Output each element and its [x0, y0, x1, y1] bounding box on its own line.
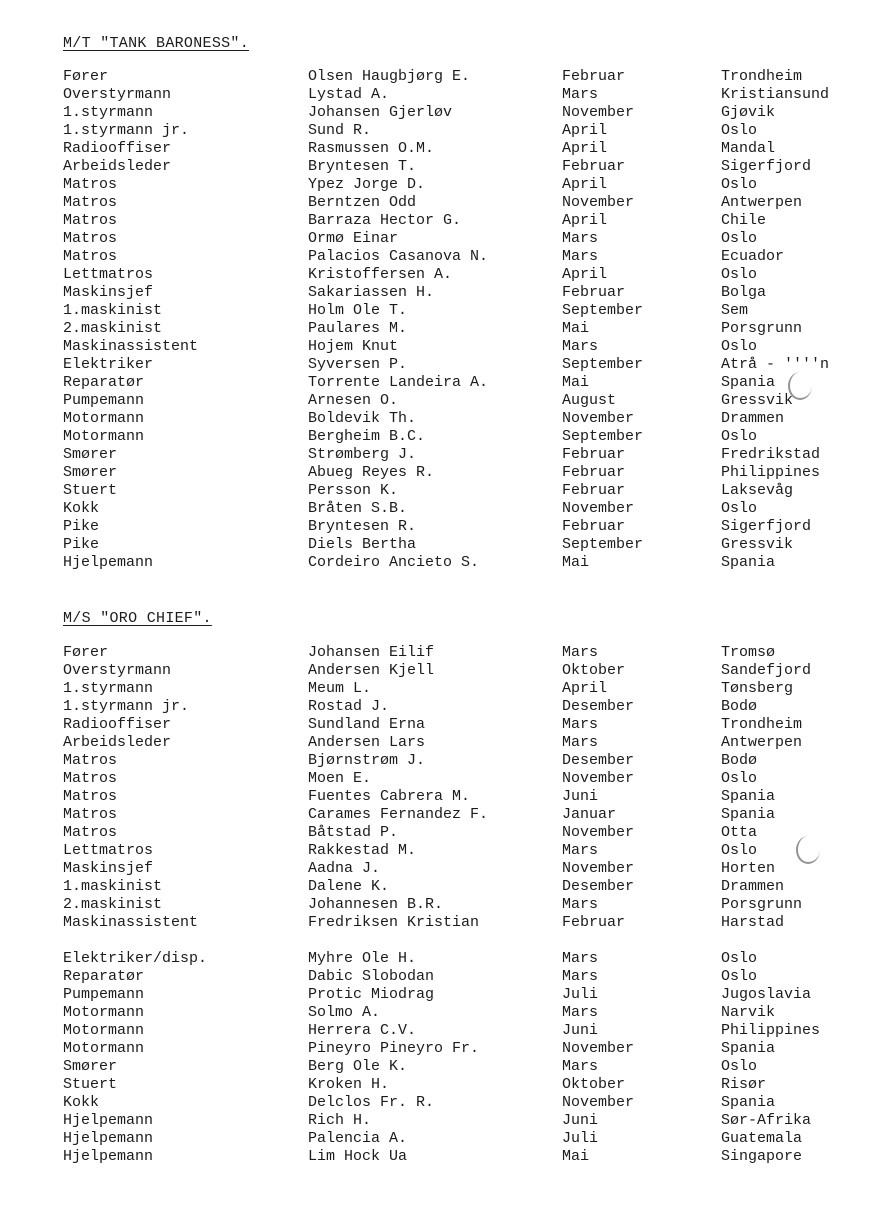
crew-hometown: Jugoslavia — [721, 986, 812, 1003]
crew-month: November — [562, 770, 635, 787]
crew-month: Desember — [562, 878, 635, 895]
crew-hometown: Oslo — [721, 266, 758, 283]
crew-rank: Elektriker/disp. — [63, 950, 208, 967]
crew-row — [63, 410, 863, 428]
crew-hometown: Oslo — [721, 1058, 758, 1075]
crew-rank: Fører — [63, 644, 109, 661]
crew-rank: Pike — [63, 536, 100, 553]
crew-row — [63, 788, 863, 806]
crew-name: Hojem Knut — [308, 338, 399, 355]
punch-hole-mark — [796, 836, 820, 864]
crew-hometown: Bodø — [721, 698, 758, 715]
crew-name: Sundland Erna — [308, 716, 426, 733]
crew-hometown: Atrå - ''''n — [721, 356, 830, 373]
crew-row — [63, 914, 863, 932]
crew-rank: 2.maskinist — [63, 896, 163, 913]
crew-row — [63, 392, 863, 410]
crew-month: September — [562, 356, 644, 373]
crew-name: Abueg Reyes R. — [308, 464, 435, 481]
crew-row — [63, 302, 863, 320]
crew-rank: Matros — [63, 824, 118, 841]
crew-row — [63, 806, 863, 824]
crew-name: Protic Miodrag — [308, 986, 435, 1003]
crew-rank: Motormann — [63, 1022, 145, 1039]
crew-rank: Matros — [63, 176, 118, 193]
crew-hometown: Harstad — [721, 914, 785, 931]
crew-month: November — [562, 500, 635, 517]
crew-hometown: Spania — [721, 554, 776, 571]
crew-name: Myhre Ole H. — [308, 950, 417, 967]
crew-hometown: Sandefjord — [721, 662, 812, 679]
crew-hometown: Chile — [721, 212, 767, 229]
crew-name: Paulares M. — [308, 320, 408, 337]
crew-name: Kristoffersen A. — [308, 266, 453, 283]
crew-month: Juni — [562, 1022, 599, 1039]
crew-row — [63, 338, 863, 356]
crew-month: Mai — [562, 320, 590, 337]
crew-row — [63, 824, 863, 842]
crew-name: Bråten S.B. — [308, 500, 408, 517]
crew-name: Dalene K. — [308, 878, 390, 895]
crew-rank: Stuert — [63, 482, 118, 499]
crew-row — [63, 752, 863, 770]
crew-hometown: Oslo — [721, 338, 758, 355]
crew-rank: 1.styrmann — [63, 104, 154, 121]
section-title-oro-chief: M/S "ORO CHIEF". — [63, 610, 212, 627]
crew-row — [63, 356, 863, 374]
crew-row — [63, 482, 863, 500]
crew-month: November — [562, 1040, 635, 1057]
crew-row — [63, 248, 863, 266]
crew-month: Mai — [562, 374, 590, 391]
crew-name: Sakariassen H. — [308, 284, 435, 301]
crew-hometown: Drammen — [721, 410, 785, 427]
crew-name: Bryntesen R. — [308, 518, 417, 535]
crew-month: August — [562, 392, 617, 409]
crew-rank: Overstyrmann — [63, 662, 172, 679]
crew-name: Lim Hock Ua — [308, 1148, 408, 1165]
crew-rank: Kokk — [63, 1094, 100, 1111]
crew-hometown: Tønsberg — [721, 680, 794, 697]
crew-rank: Smører — [63, 446, 118, 463]
crew-name: Delclos Fr. R. — [308, 1094, 435, 1111]
crew-name: Palacios Casanova N. — [308, 248, 489, 265]
crew-month: April — [562, 212, 608, 229]
crew-name: Diels Bertha — [308, 536, 417, 553]
crew-rank: Pike — [63, 518, 100, 535]
crew-rank: Matros — [63, 752, 118, 769]
crew-hometown: Risør — [721, 1076, 767, 1093]
crew-row — [63, 770, 863, 788]
crew-name: Sund R. — [308, 122, 372, 139]
crew-rank: Pumpemann — [63, 986, 145, 1003]
crew-hometown: Bolga — [721, 284, 767, 301]
crew-hometown: Porsgrunn — [721, 320, 803, 337]
crew-row — [63, 428, 863, 446]
punch-hole-mark — [788, 372, 812, 400]
crew-hometown: Oslo — [721, 968, 758, 985]
crew-rank: Motormann — [63, 410, 145, 427]
crew-row — [63, 968, 863, 986]
crew-rank: 1.styrmann jr. — [63, 122, 190, 139]
section-gap — [63, 932, 863, 950]
crew-rank: Matros — [63, 194, 118, 211]
crew-row — [63, 842, 863, 860]
crew-month: November — [562, 104, 635, 121]
crew-hometown: Gjøvik — [721, 104, 776, 121]
crew-rank: Radiooffiser — [63, 140, 172, 157]
crew-month: Mars — [562, 248, 599, 265]
crew-name: Cordeiro Ancieto S. — [308, 554, 480, 571]
crew-name: Kroken H. — [308, 1076, 390, 1093]
crew-row — [63, 716, 863, 734]
crew-hometown: Philippines — [721, 1022, 821, 1039]
crew-row — [63, 1130, 863, 1148]
crew-hometown: Drammen — [721, 878, 785, 895]
crew-rank: Motormann — [63, 1040, 145, 1057]
crew-name: Fredriksen Kristian — [308, 914, 480, 931]
crew-name: Johansen Gjerløv — [308, 104, 453, 121]
crew-rank: Hjelpemann — [63, 1148, 154, 1165]
crew-row — [63, 698, 863, 716]
crew-hometown: Spania — [721, 1094, 776, 1111]
crew-hometown: Spania — [721, 806, 776, 823]
crew-rank: 1.styrmann — [63, 680, 154, 697]
crew-rank: Maskinassistent — [63, 914, 199, 931]
crew-name: Fuentes Cabrera M. — [308, 788, 471, 805]
crew-month: April — [562, 122, 608, 139]
crew-hometown: Sigerfjord — [721, 158, 812, 175]
crew-rank: Matros — [63, 770, 118, 787]
crew-name: Ypez Jorge D. — [308, 176, 426, 193]
crew-hometown: Oslo — [721, 176, 758, 193]
crew-name: Rich H. — [308, 1112, 372, 1129]
crew-row — [63, 284, 863, 302]
crew-month: Februar — [562, 446, 626, 463]
crew-month: Juli — [562, 1130, 599, 1147]
crew-month: September — [562, 302, 644, 319]
crew-row — [63, 860, 863, 878]
crew-rank: Matros — [63, 212, 118, 229]
crew-name: Boldevik Th. — [308, 410, 417, 427]
crew-row — [63, 176, 863, 194]
crew-hometown: Spania — [721, 374, 776, 391]
crew-row — [63, 266, 863, 284]
crew-rank: Elektriker — [63, 356, 154, 373]
crew-name: Solmo A. — [308, 1004, 381, 1021]
crew-name: Rostad J. — [308, 698, 390, 715]
crew-month: Mars — [562, 950, 599, 967]
crew-month: Juni — [562, 788, 599, 805]
crew-month: Februar — [562, 158, 626, 175]
crew-row — [63, 680, 863, 698]
crew-row — [63, 140, 863, 158]
crew-hometown: Narvik — [721, 1004, 776, 1021]
crew-month: Oktober — [562, 1076, 626, 1093]
crew-hometown: Oslo — [721, 842, 758, 859]
crew-month: Mars — [562, 896, 599, 913]
crew-month: Mars — [562, 842, 599, 859]
crew-rank: 1.styrmann jr. — [63, 698, 190, 715]
crew-month: Mars — [562, 1004, 599, 1021]
crew-name: Johannesen B.R. — [308, 896, 444, 913]
crew-rank: Stuert — [63, 1076, 118, 1093]
crew-month: Mai — [562, 554, 590, 571]
crew-hometown: Antwerpen — [721, 194, 803, 211]
crew-rank: Radiooffiser — [63, 716, 172, 733]
crew-row — [63, 122, 863, 140]
crew-row — [63, 194, 863, 212]
crew-rank: 1.maskinist — [63, 878, 163, 895]
crew-month: Oktober — [562, 662, 626, 679]
crew-row — [63, 500, 863, 518]
crew-month: November — [562, 1094, 635, 1111]
crew-row — [63, 230, 863, 248]
crew-rank: Hjelpemann — [63, 1112, 154, 1129]
crew-name: Båtstad P. — [308, 824, 399, 841]
crew-rank: Matros — [63, 788, 118, 805]
crew-name: Barraza Hector G. — [308, 212, 462, 229]
crew-rank: Smører — [63, 1058, 118, 1075]
crew-rank: Maskinassistent — [63, 338, 199, 355]
crew-rank: Maskinsjef — [63, 284, 154, 301]
crew-list-oro-chief — [63, 644, 863, 1166]
crew-month: Juni — [562, 1112, 599, 1129]
crew-hometown: Fredrikstad — [721, 446, 821, 463]
crew-row — [63, 734, 863, 752]
crew-row — [63, 950, 863, 968]
crew-hometown: Trondheim — [721, 716, 803, 733]
crew-month: September — [562, 536, 644, 553]
crew-month: September — [562, 428, 644, 445]
crew-rank: Maskinsjef — [63, 860, 154, 877]
crew-hometown: Oslo — [721, 950, 758, 967]
crew-name: Rasmussen O.M. — [308, 140, 435, 157]
section-title-tank-baroness: M/T "TANK BARONESS". — [63, 35, 250, 52]
crew-row — [63, 896, 863, 914]
crew-month: Februar — [562, 464, 626, 481]
crew-hometown: Kristiansund — [721, 86, 830, 103]
crew-name: Andersen Kjell — [308, 662, 435, 679]
crew-rank: Pumpemann — [63, 392, 145, 409]
crew-name: Berntzen Odd — [308, 194, 417, 211]
crew-hometown: Oslo — [721, 122, 758, 139]
crew-hometown: Sem — [721, 302, 749, 319]
crew-row — [63, 158, 863, 176]
crew-month: Februar — [562, 284, 626, 301]
crew-row — [63, 68, 863, 86]
crew-month: Mars — [562, 716, 599, 733]
crew-rank: Hjelpemann — [63, 1130, 154, 1147]
crew-row — [63, 536, 863, 554]
crew-month: November — [562, 860, 635, 877]
crew-row — [63, 878, 863, 896]
crew-row — [63, 644, 863, 662]
crew-rank: Smører — [63, 464, 118, 481]
crew-month: Mars — [562, 230, 599, 247]
crew-month: Januar — [562, 806, 617, 823]
crew-rank: 1.maskinist — [63, 302, 163, 319]
crew-month: Mars — [562, 644, 599, 661]
crew-row — [63, 1094, 863, 1112]
crew-hometown: Philippines — [721, 464, 821, 481]
crew-rank: Arbeidsleder — [63, 734, 172, 751]
crew-row — [63, 1076, 863, 1094]
crew-month: April — [562, 140, 608, 157]
crew-month: November — [562, 824, 635, 841]
crew-name: Meum L. — [308, 680, 372, 697]
crew-rank: Reparatør — [63, 374, 145, 391]
crew-month: Mars — [562, 338, 599, 355]
crew-row — [63, 86, 863, 104]
crew-name: Herrera C.V. — [308, 1022, 417, 1039]
crew-rank: Overstyrmann — [63, 86, 172, 103]
crew-row — [63, 1148, 863, 1166]
crew-hometown: Trondheim — [721, 68, 803, 85]
crew-hometown: Otta — [721, 824, 758, 841]
crew-month: Desember — [562, 752, 635, 769]
crew-rank: 2.maskinist — [63, 320, 163, 337]
crew-month: Mars — [562, 734, 599, 751]
crew-row — [63, 1004, 863, 1022]
crew-month: Mars — [562, 968, 599, 985]
crew-month: Mai — [562, 1148, 590, 1165]
crew-name: Torrente Landeira A. — [308, 374, 489, 391]
crew-name: Ormø Einar — [308, 230, 399, 247]
crew-name: Bryntesen T. — [308, 158, 417, 175]
crew-row — [63, 320, 863, 338]
crew-name: Dabic Slobodan — [308, 968, 435, 985]
crew-rank: Matros — [63, 230, 118, 247]
crew-rank: Kokk — [63, 500, 100, 517]
crew-name: Moen E. — [308, 770, 372, 787]
crew-name: Strømberg J. — [308, 446, 417, 463]
crew-name: Pineyro Pineyro Fr. — [308, 1040, 480, 1057]
crew-rank: Motormann — [63, 428, 145, 445]
crew-month: Juli — [562, 986, 599, 1003]
crew-row — [63, 1022, 863, 1040]
crew-month: November — [562, 194, 635, 211]
crew-row — [63, 662, 863, 680]
crew-name: Persson K. — [308, 482, 399, 499]
crew-month: Februar — [562, 482, 626, 499]
crew-month: Februar — [562, 68, 626, 85]
crew-name: Bjørnstrøm J. — [308, 752, 426, 769]
crew-hometown: Oslo — [721, 770, 758, 787]
crew-month: Mars — [562, 1058, 599, 1075]
crew-hometown: Porsgrunn — [721, 896, 803, 913]
crew-row — [63, 986, 863, 1004]
crew-name: Aadna J. — [308, 860, 381, 877]
crew-rank: Reparatør — [63, 968, 145, 985]
crew-hometown: Antwerpen — [721, 734, 803, 751]
crew-hometown: Bodø — [721, 752, 758, 769]
crew-month: Desember — [562, 698, 635, 715]
crew-name: Arnesen O. — [308, 392, 399, 409]
crew-rank: Lettmatros — [63, 266, 154, 283]
crew-rank: Lettmatros — [63, 842, 154, 859]
crew-hometown: Oslo — [721, 230, 758, 247]
crew-hometown: Spania — [721, 1040, 776, 1057]
crew-name: Berg Ole K. — [308, 1058, 408, 1075]
crew-name: Johansen Eilif — [308, 644, 435, 661]
crew-row — [63, 1112, 863, 1130]
crew-row — [63, 554, 863, 572]
crew-rank: Fører — [63, 68, 109, 85]
crew-row — [63, 1040, 863, 1058]
crew-rank: Matros — [63, 806, 118, 823]
crew-name: Bergheim B.C. — [308, 428, 426, 445]
crew-row — [63, 464, 863, 482]
crew-hometown: Gressvik — [721, 392, 794, 409]
crew-month: November — [562, 410, 635, 427]
crew-hometown: Singapore — [721, 1148, 803, 1165]
crew-rank: Motormann — [63, 1004, 145, 1021]
crew-hometown: Tromsø — [721, 644, 776, 661]
crew-month: Februar — [562, 914, 626, 931]
crew-rank: Hjelpemann — [63, 554, 154, 571]
crew-hometown: Horten — [721, 860, 776, 877]
crew-name: Rakkestad M. — [308, 842, 417, 859]
crew-month: April — [562, 266, 608, 283]
crew-hometown: Sigerfjord — [721, 518, 812, 535]
crew-hometown: Mandal — [721, 140, 776, 157]
crew-name: Palencia A. — [308, 1130, 408, 1147]
crew-hometown: Spania — [721, 788, 776, 805]
crew-rank: Matros — [63, 248, 118, 265]
crew-rank: Arbeidsleder — [63, 158, 172, 175]
crew-hometown: Oslo — [721, 500, 758, 517]
crew-name: Lystad A. — [308, 86, 390, 103]
crew-name: Olsen Haugbjørg E. — [308, 68, 471, 85]
crew-hometown: Ecuador — [721, 248, 785, 265]
crew-hometown: Guatemala — [721, 1130, 803, 1147]
crew-hometown: Oslo — [721, 428, 758, 445]
crew-list-tank-baroness — [63, 68, 863, 572]
crew-month: April — [562, 176, 608, 193]
crew-hometown: Gressvik — [721, 536, 794, 553]
crew-month: April — [562, 680, 608, 697]
crew-month: Februar — [562, 518, 626, 535]
crew-row — [63, 446, 863, 464]
crew-name: Holm Ole T. — [308, 302, 408, 319]
crew-name: Carames Fernandez F. — [308, 806, 489, 823]
crew-row — [63, 374, 863, 392]
crew-name: Syversen P. — [308, 356, 408, 373]
crew-hometown: Sør-Afrika — [721, 1112, 812, 1129]
crew-name: Andersen Lars — [308, 734, 426, 751]
crew-month: Mars — [562, 86, 599, 103]
crew-hometown: Laksevåg — [721, 482, 794, 499]
crew-row — [63, 1058, 863, 1076]
crew-row — [63, 518, 863, 536]
crew-row — [63, 212, 863, 230]
crew-row — [63, 104, 863, 122]
